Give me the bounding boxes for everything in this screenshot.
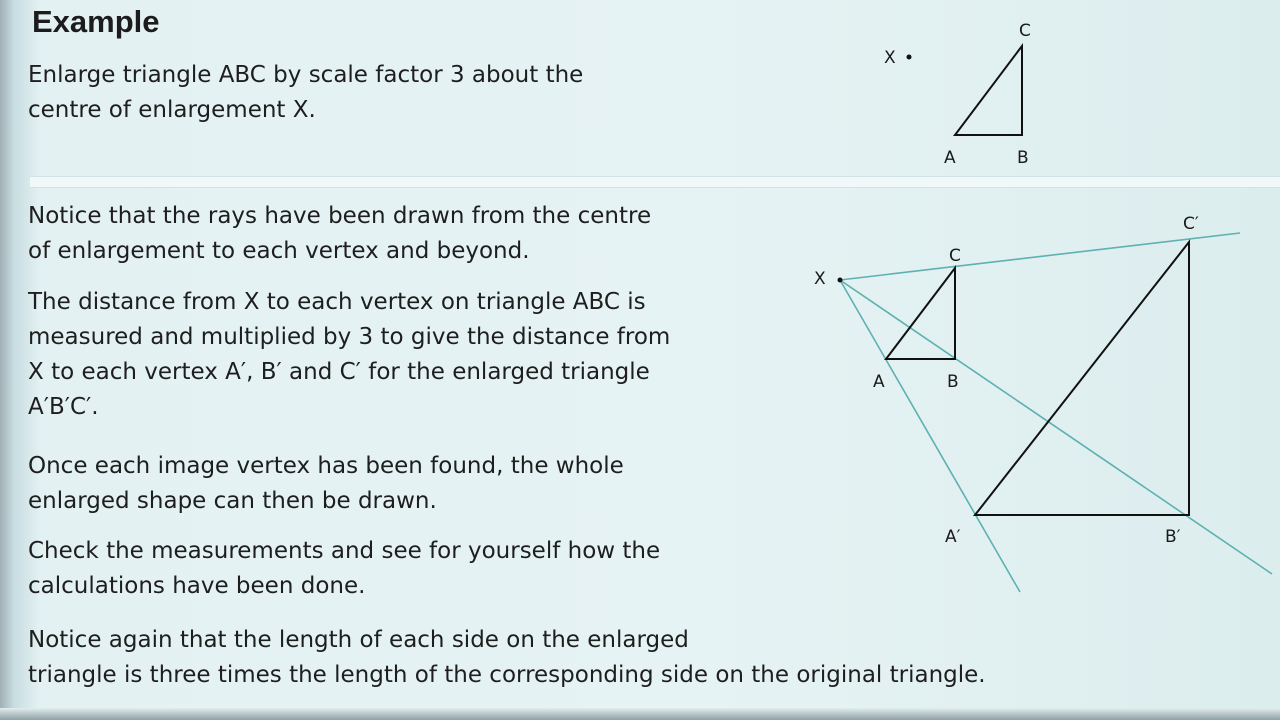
label-b: B bbox=[1017, 148, 1029, 168]
label-x: X bbox=[884, 48, 896, 68]
triangle-a-prime-b-prime-c-prime bbox=[975, 242, 1189, 515]
paragraph-line: Notice that the rays have been drawn from the centre bbox=[28, 203, 652, 229]
paragraph-line: Check the measurements and see for yourself how the bbox=[28, 538, 661, 564]
label-c: C bbox=[949, 246, 961, 266]
paragraph-line: Notice again that the length of each side on the enlarged bbox=[28, 627, 689, 653]
ray-through-b bbox=[840, 280, 1272, 574]
paragraph-line: Once each image vertex has been found, the whole bbox=[28, 453, 624, 479]
paragraph-line: enlarged shape can then be drawn. bbox=[28, 488, 437, 514]
centre-point-x bbox=[838, 278, 843, 283]
label-a: A bbox=[944, 148, 956, 168]
label-x: X bbox=[814, 269, 826, 289]
paragraph-line: of enlargement to each vertex and beyond. bbox=[28, 238, 530, 264]
example-heading: Example bbox=[32, 4, 160, 39]
paragraph-line: triangle is three times the length of the corresponding side on the original triangle. bbox=[28, 662, 986, 688]
intro-line-2: centre of enlargement X. bbox=[28, 97, 316, 123]
intro-line-1: Enlarge triangle ABC by scale factor 3 about the bbox=[28, 62, 584, 88]
ray-through-a bbox=[840, 280, 1020, 592]
paragraph-line: measured and multiplied by 3 to give the distance from bbox=[28, 324, 671, 350]
label-a-prime: A′ bbox=[945, 527, 961, 547]
original-triangle-diagram bbox=[884, 21, 1031, 168]
label-c: C bbox=[1019, 21, 1031, 41]
enlargement-construction bbox=[814, 214, 1272, 592]
paragraph-line: The distance from X to each vertex on triangle ABC is bbox=[28, 289, 646, 315]
label-b: B bbox=[947, 372, 959, 392]
triangle-abc bbox=[886, 268, 955, 359]
paragraph-line: X to each vertex A′, B′ and C′ for the enlarged triangle bbox=[28, 359, 650, 385]
paragraph-line: A′B′C′. bbox=[28, 394, 99, 420]
label-a: A bbox=[873, 372, 885, 392]
label-c-prime: C′ bbox=[1183, 214, 1199, 234]
centre-point-x bbox=[907, 55, 912, 60]
paragraph-line: calculations have been done. bbox=[28, 573, 366, 599]
triangle-abc bbox=[955, 46, 1022, 135]
ray-through-c bbox=[840, 233, 1240, 280]
label-b-prime: B′ bbox=[1165, 527, 1181, 547]
